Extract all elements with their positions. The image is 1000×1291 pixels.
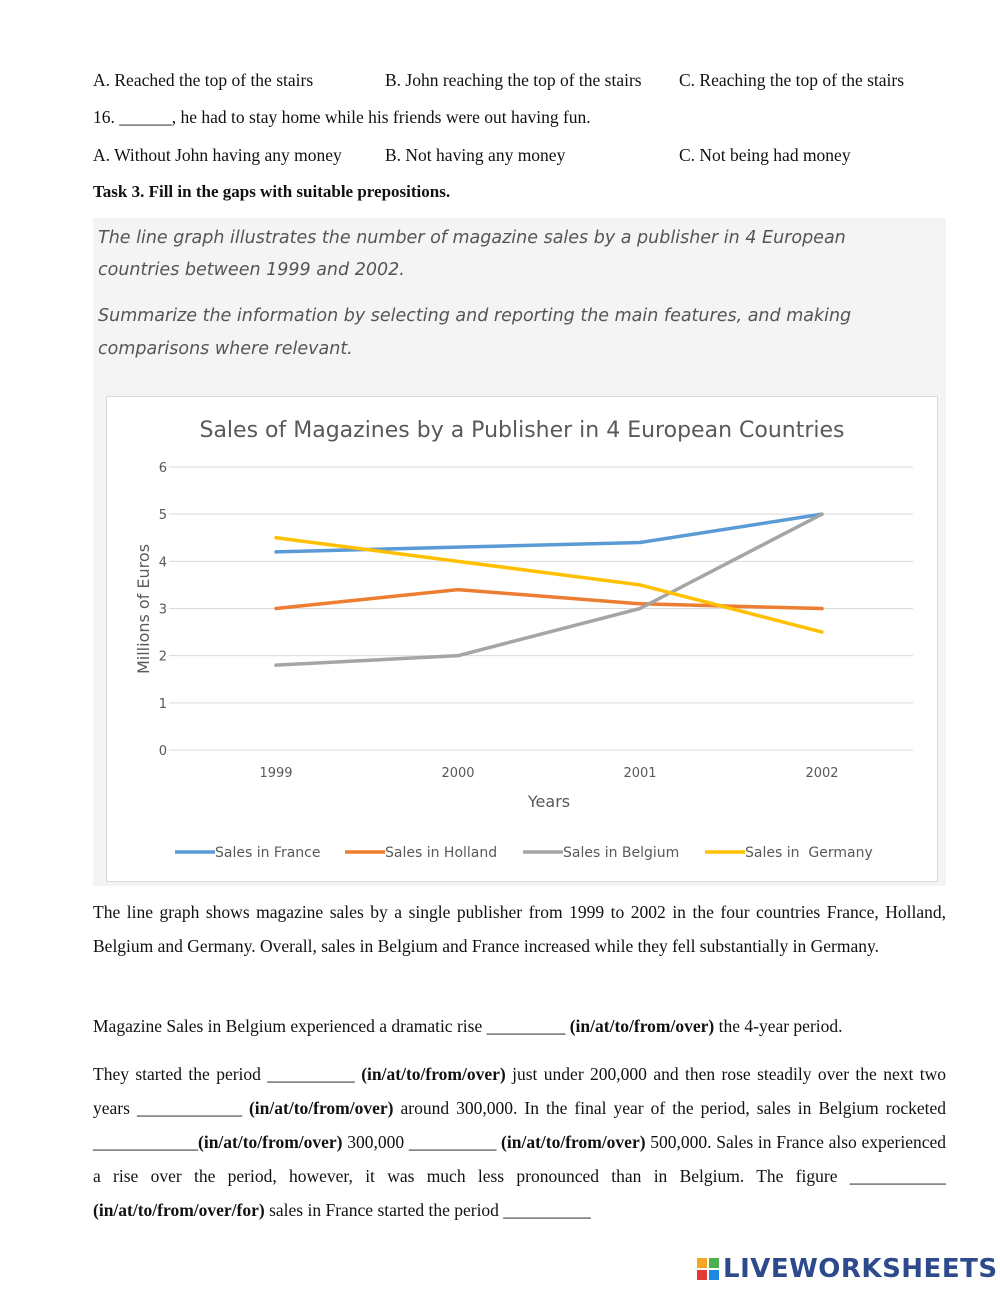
x-tick-label-2000: 2000 — [441, 766, 475, 781]
p2-text-2: the 4-year period. — [714, 1016, 843, 1036]
data-point-2-3 — [820, 513, 823, 516]
x-axis-label: Years — [527, 792, 571, 811]
paragraph-belgium-rise — [93, 1009, 946, 1043]
y-tick-label-5: 5 — [158, 508, 167, 524]
p3-hint-3: (in/at/to/from/over) — [198, 1132, 343, 1152]
data-point-1-3 — [820, 607, 823, 610]
p2-hint-1: (in/at/to/from/over) — [569, 1016, 715, 1036]
line-chart — [107, 397, 937, 881]
prompt-line-1: The line graph illustrates the number of magazine sales by a publisher in 4 European — [98, 228, 846, 248]
x-tick-label-1999: 1999 — [259, 766, 293, 781]
y-tick-label-4: 4 — [158, 555, 167, 571]
data-point-1-1 — [456, 588, 459, 591]
chart-frame — [106, 396, 938, 882]
data-point-2-2 — [638, 607, 641, 610]
series-line-sales-in-france — [276, 514, 822, 552]
data-point-3-3 — [820, 630, 823, 633]
q16-option-c: C. Not being had money — [679, 145, 851, 165]
data-point-2-1 — [456, 654, 459, 657]
prompt-line-4: comparisons where relevant. — [98, 339, 353, 359]
q16-option-a: A. Without John having any money — [93, 145, 342, 165]
q15-option-a: A. Reached the top of the stairs — [93, 70, 314, 90]
q15-option-c: C. Reaching the top of the stairs — [679, 70, 905, 90]
q15-option-b: B. John reaching the top of the stairs — [385, 70, 642, 90]
data-point-1-2 — [638, 602, 641, 605]
series-line-sales-in-holland — [276, 590, 822, 609]
data-point-0-0 — [274, 550, 277, 553]
liveworksheets-logo — [697, 1254, 998, 1284]
p3-hint-2: (in/at/to/from/over) — [248, 1098, 394, 1118]
p3-text-1: They started the period __________ — [93, 1064, 362, 1084]
p3-text-6: sales in France started the period __________ — [264, 1200, 591, 1220]
y-tick-label-1: 1 — [158, 696, 167, 712]
p3-text-4: 300,000 __________ — [342, 1132, 502, 1152]
y-tick-label-0: 0 — [158, 744, 167, 759]
liveworksheets-logo-icon — [697, 1258, 719, 1280]
data-point-3-1 — [456, 560, 459, 563]
y-tick-label-2: 2 — [158, 649, 167, 665]
data-point-3-0 — [274, 536, 277, 539]
prompt-line-2: countries between 1999 and 2002. — [98, 260, 405, 280]
series-line-sales-in-belgium — [276, 514, 822, 665]
legend-label-1: Sales in Holland — [385, 845, 498, 861]
legend-label-3: Sales in Germany — [745, 845, 873, 861]
p3-text-3: around 300,000. In the final year of the period, sales in Belgium rocketed ____________ — [93, 1098, 946, 1152]
data-point-1-0 — [274, 607, 277, 610]
data-point-0-1 — [456, 546, 459, 549]
p3-text-5: 500,000. Sales in France also experienced a rise over the period, however, it was much less pronounced than in Belgium. The figure ___________ — [93, 1132, 946, 1186]
y-tick-label-6: 6 — [158, 461, 167, 476]
task3-title: Task 3. Fill in the gaps with suitable prepositions. — [93, 182, 451, 201]
paragraph-details — [93, 1057, 946, 1227]
legend-label-2: Sales in Belgium — [563, 845, 680, 861]
y-tick-label-3: 3 — [158, 602, 167, 618]
y-axis-label: Millions of Euros — [134, 543, 153, 675]
p3-hint-1: (in/at/to/from/over) — [361, 1064, 506, 1084]
prompt-line-3: Summarize the information by selecting and reporting the main features, and making — [98, 306, 852, 326]
p3-hint-5: (in/at/to/from/over/for) — [93, 1200, 265, 1220]
x-tick-label-2002: 2002 — [805, 766, 839, 781]
logo-text: LIVEWORKSHEETS — [723, 1254, 998, 1284]
q16-option-b: B. Not having any money — [385, 145, 566, 165]
x-tick-label-2001: 2001 — [623, 766, 657, 781]
data-point-2-0 — [274, 664, 277, 667]
q16-stem: 16. ______, he had to stay home while his friends were out having fun. — [93, 107, 591, 127]
series-line-sales-in-germany — [276, 538, 822, 632]
p3-hint-4: (in/at/to/from/over) — [501, 1132, 646, 1152]
paragraph-overview: The line graph shows magazine sales by a single publisher from 1999 to 2002 in the four countries France, Holland, Belgium and Germany. Overall, sales in Belgium and France increased while they fell substantially in Germany. — [93, 902, 946, 956]
p3-text-2: just under 200,000 and then rose steadily over the next two years ____________ — [93, 1064, 946, 1118]
chart-title: Sales of Magazines by a Publisher in 4 European Countries — [199, 418, 845, 443]
data-point-3-2 — [638, 583, 641, 586]
p2-text-1: Magazine Sales in Belgium experienced a dramatic rise _________ — [93, 1016, 570, 1036]
data-point-0-2 — [638, 541, 641, 544]
legend-label-0: Sales in France — [215, 845, 321, 861]
